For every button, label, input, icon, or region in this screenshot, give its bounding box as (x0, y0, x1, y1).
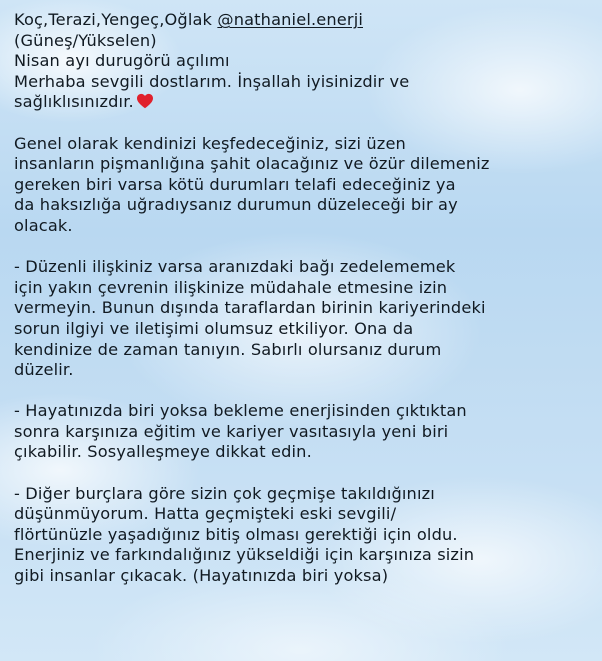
paragraph-general (14, 134, 594, 237)
paragraph-relationship (14, 257, 594, 381)
paragraph-line: Enerjiniz ve farkındalığınız yükseldiği için karşınıza sizin (14, 545, 475, 565)
paragraph-line: sorun ilgiyi ve iletişimi olumsuz etkiliyor. Ona da (14, 318, 414, 338)
paragraph-gap (14, 113, 594, 134)
paragraph-line: - Diğer burçlara göre sizin çok geçmişe takıldığınızı (14, 483, 435, 503)
header-signs-line (14, 10, 594, 31)
paragraph-line: kendinize de zaman tanıyın. Sabırlı olursanız durum (14, 339, 442, 359)
paragraph-line: Genel olarak kendinizi keşfedeceğiniz, sizi üzen (14, 133, 406, 153)
paragraph-line: gibi insanlar çıkacak. (Hayatınızda biri yoksa) (14, 566, 389, 586)
paragraph-past (14, 484, 594, 587)
paragraph-line: - Düzenli ilişkiniz varsa aranızdaki bağı zedelememek (14, 257, 456, 277)
red-heart-icon (136, 93, 154, 109)
paragraph-line: insanların pişmanlığına şahit olacağınız ve özür dilemeniz (14, 154, 490, 174)
greeting-line-2 (14, 92, 594, 113)
paragraph-line: da haksızlığa uğradıysanız durumun düzeleceği bir ay (14, 195, 458, 215)
document-text (14, 10, 594, 587)
paragraph-line: flörtünüzle yaşadığınız bitiş olması gerektiği için oldu. (14, 524, 458, 544)
paragraph-gap (14, 381, 594, 402)
greeting-line-1: Merhaba sevgili dostlarım. İnşallah iyisinizdir ve (14, 71, 410, 91)
header-subtitle: (Güneş/Yükselen) (14, 30, 157, 50)
paragraph-line: için yakın çevrenin ilişkinize müdahale etmesine izin (14, 277, 448, 297)
paragraph-line: çıkabilir. Sosyalleşmeye dikkat edin. (14, 442, 312, 462)
page-title: Nisan ayı durugörü açılımı (14, 51, 230, 71)
zodiac-signs: Koç,Terazi,Yengeç,Oğlak (14, 10, 218, 29)
paragraph-single (14, 401, 594, 463)
paragraph-line: düşünmüyorum. Hatta geçmişteki eski sevgili/ (14, 504, 397, 524)
paragraph-line: sonra karşınıza eğitim ve kariyer vasıtasıyla yeni biri (14, 421, 449, 441)
paragraph-line: - Hayatınızda biri yoksa bekleme enerjisinden çıktıktan (14, 401, 467, 421)
greeting-text: sağlıklısınızdır. (14, 92, 134, 112)
paragraph-line: düzelir. (14, 360, 74, 380)
paragraph-gap (14, 463, 594, 484)
paragraph-line: vermeyin. Bunun dışında taraflardan birinin kariyerindeki (14, 298, 486, 318)
paragraph-gap (14, 237, 594, 258)
paragraph-line: gereken biri varsa kötü durumları telafi edeceğiniz ya (14, 174, 456, 194)
author-handle-link[interactable]: @nathaniel.enerji (217, 10, 363, 29)
paragraph-line: olacak. (14, 215, 73, 235)
